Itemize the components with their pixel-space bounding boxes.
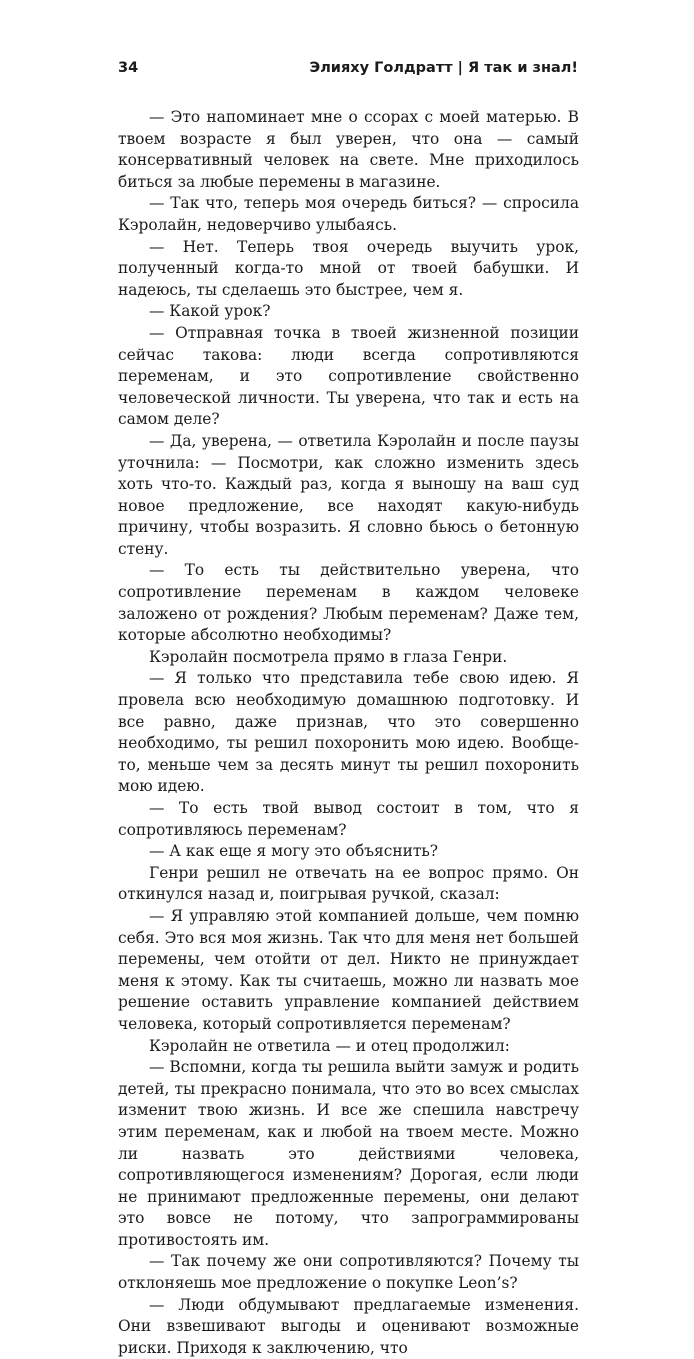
paragraph: — Так что, теперь моя очередь биться? — спросила Кэролайн, недоверчиво улыбаясь. — [118, 194, 579, 234]
running-title: Элияху Голдратт | Я так и знал! — [309, 60, 578, 76]
paragraph: — Это напоминает мне о ссорах с моей матерью. В твоем возрасте я был уверен, что она — самый консервативный человек на свете. Мне приходилось биться за любые перемены в магазине. — [118, 108, 579, 191]
body-text — [118, 107, 579, 1359]
paragraph: Кэролайн не ответила — и отец продолжил: — [149, 1036, 510, 1055]
paragraph: Генри решил не отвечать на ее вопрос прямо. Он откинулся назад и, поигрывая ручкой, сказал: — [118, 863, 579, 904]
paragraph: — То есть ты действительно уверена, что сопротивление переменам в каждом человеке заложено от рождения? Любым переменам? Даже тем, которые абсолютно необходимы? — [118, 561, 579, 645]
paragraph: — Да, уверена, — ответила Кэролайн и после паузы уточнила: — Посмотри, как сложно изменить здесь хоть что-то. Каждый раз, когда я выношу на ваш суд новое предложение, все находят какую-нибудь причину, чтобы возразить. Я словно бьюсь о бетонную стену. — [118, 431, 579, 558]
running-header — [118, 60, 578, 80]
paragraph: — Я только что представила тебе свою идею. Я провела всю необходимую домашнюю подготовку. И все равно, даже признав, что это совершенно необходимо, ты решил похоронить мою идею. Вообще-то, меньше чем за десять минут ты решил похоронить мою идею. — [118, 669, 579, 796]
paragraph: — Какой урок? — [149, 302, 271, 321]
paragraph: — Нет. Теперь твоя очередь выучить урок, полученный когда-то мной от твоей бабушки. И надеюсь, ты сделаешь это быстрее, чем я. — [118, 237, 579, 299]
paragraph: — Так почему же они сопротивляются? Почему ты отклоняешь мое предложение о покупке Leon’s? — [118, 1252, 579, 1293]
paragraph: — Я управляю этой компанией дольше, чем помню себя. Это вся моя жизнь. Так что для меня нет большей перемены, чем отойти от дел. Никто не принуждает меня к этому. Как ты считаешь, можно ли назвать мое решение оставить управление компанией действием человека, который сопротивляется переменам? — [118, 906, 579, 1033]
paragraph: — А как еще я могу это объяснить? — [149, 842, 439, 861]
paragraph: — Отправная точка в твоей жизненной позиции сейчас такова: люди всегда сопротивляются переменам, и это сопротивление свойственно человеческой личности. Ты уверена, что так и есть на самом деле? — [118, 323, 579, 429]
paragraph: — То есть твой вывод состоит в том, что я сопротивляюсь переменам? — [118, 799, 579, 839]
paragraph: — Люди обдумывают предлагаемые изменения. Они взвешивают выгоды и оценивают возможные риски. Приходя к заключению, что — [118, 1295, 579, 1357]
paragraph: — Вспомни, когда ты решила выйти замуж и родить детей, ты прекрасно понимала, что это во всех смыслах изменит твою жизнь. И все же спешила навстречу этим переменам, как и любой на твоем месте. Можно ли назвать это действиями человека, сопротивляющегося изменениям? Дорогая, если люди не принимают предложенные перемены, они делают это вовсе не потому, что запрограммированы противостоять им. — [118, 1058, 579, 1249]
paragraph: Кэролайн посмотрела прямо в глаза Генри. — [149, 647, 508, 666]
page-number: 34 — [118, 60, 139, 76]
